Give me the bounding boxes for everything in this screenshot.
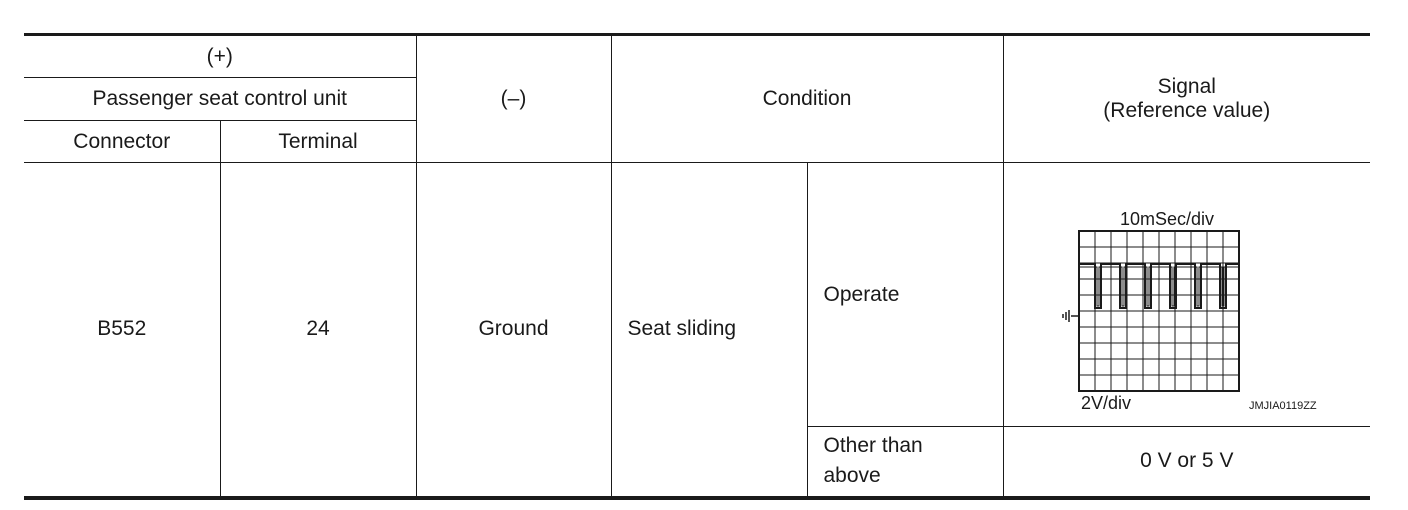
terminal-header: Terminal: [220, 121, 416, 163]
signal-header-line2: (Reference value): [1103, 99, 1271, 122]
unit-header: Passenger seat control unit: [24, 78, 416, 121]
ground-symbol: [1063, 310, 1079, 322]
ground-cell: Ground: [416, 163, 611, 498]
signal-header: [1003, 35, 1370, 163]
plus-header: (+): [24, 35, 416, 78]
condition-header: Condition: [611, 35, 1003, 163]
oscilloscope-waveform: [1004, 164, 1370, 426]
condition-cell: Seat sliding: [611, 163, 807, 498]
other-line2: above: [823, 464, 881, 488]
terminal-cell: 24: [220, 163, 416, 498]
time-div-label: 10mSec/div: [1119, 208, 1214, 229]
waveform-container: [1004, 164, 1371, 426]
scope-grid: [1079, 231, 1239, 391]
connector-header: Connector: [24, 121, 220, 163]
connector-cell: B552: [24, 163, 220, 498]
volt-div-label: 2V/div: [1080, 392, 1131, 413]
terminal-table: [24, 33, 1370, 500]
minus-header: (–): [416, 35, 611, 163]
operate-cell: Operate: [807, 163, 1003, 427]
image-code-label: JMJIA0119ZZ: [1248, 399, 1317, 412]
waveform-cell: [1003, 163, 1370, 427]
other-than-above-cell: [807, 427, 1003, 498]
other-line1: Other than: [823, 434, 923, 458]
value-cell: 0 V or 5 V: [1003, 427, 1370, 498]
signal-header-line1: Signal: [1157, 75, 1216, 98]
